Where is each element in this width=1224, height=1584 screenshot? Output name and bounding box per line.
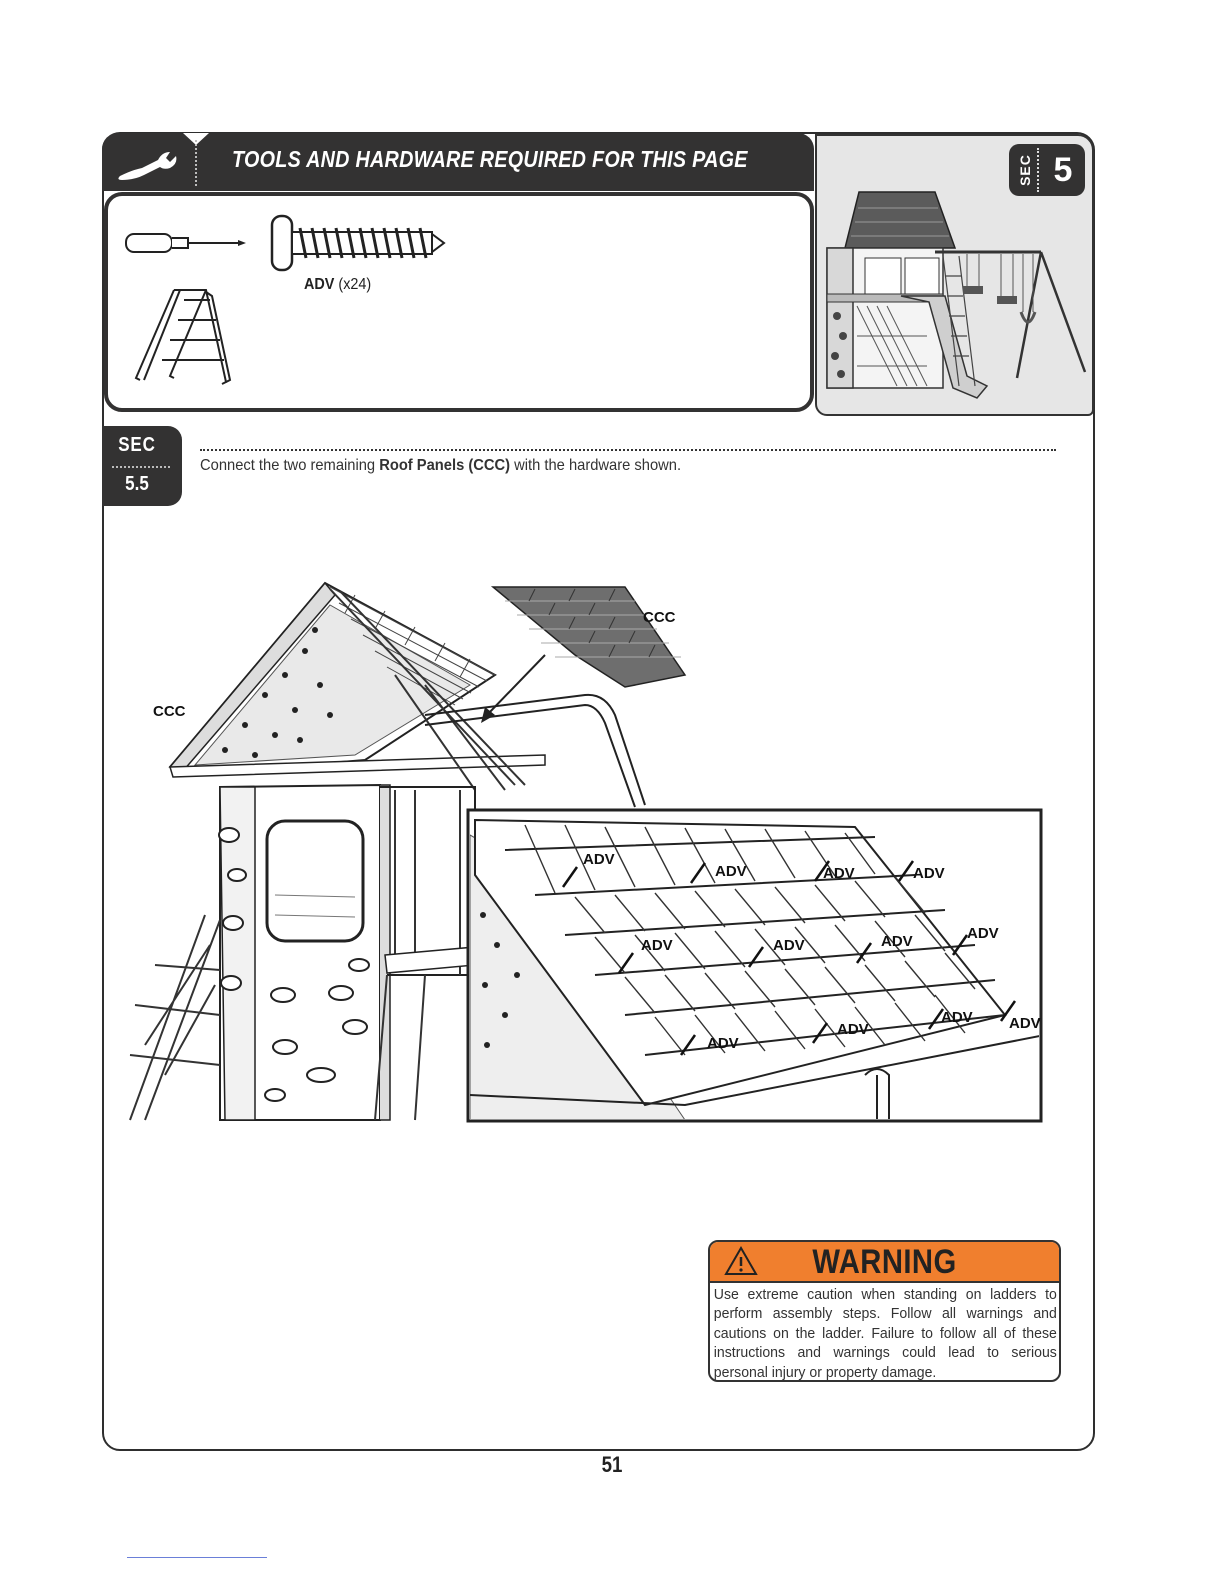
screw-label-11: ADV bbox=[941, 1009, 973, 1026]
footer-link-underline[interactable] bbox=[127, 1557, 267, 1558]
step-tab-label: SEC bbox=[118, 434, 156, 456]
screw-label-12: ADV bbox=[1009, 1015, 1041, 1032]
screwdriver-icon bbox=[126, 234, 246, 252]
section-badge-label: SEC bbox=[1017, 154, 1033, 186]
step-number: 5.5 bbox=[125, 473, 149, 495]
hardware-code: ADV bbox=[304, 276, 335, 293]
screw-icon bbox=[272, 216, 444, 270]
tools-header-divider bbox=[195, 140, 197, 186]
screw-label-6: ADV bbox=[773, 937, 805, 954]
section-badge-number: 5 bbox=[1053, 151, 1073, 189]
hardware-quantity: (x24) bbox=[338, 276, 372, 293]
assembly-illustration bbox=[125, 575, 1055, 1125]
screw-label-3: ADV bbox=[823, 865, 855, 882]
warning-text: Use extreme caution when standing on ladders to perform assembly steps. Follow all warnings and cautions on the ladder. Failure to follow all of these instructions and warnings could lead to serious personal injury or property damage. bbox=[713, 1286, 1057, 1381]
screw-label-9: ADV bbox=[707, 1035, 739, 1052]
page-number: 51 bbox=[601, 1452, 623, 1477]
panel-label-left: CCC bbox=[153, 703, 186, 720]
screw-label-4: ADV bbox=[913, 865, 945, 882]
screw-label-10: ADV bbox=[837, 1021, 869, 1038]
screw-label-1: ADV bbox=[583, 851, 615, 868]
step-tab-divider bbox=[112, 466, 170, 468]
screw-label-7: ADV bbox=[881, 933, 913, 950]
panel-label-right: CCC bbox=[643, 609, 676, 626]
step-tab bbox=[102, 426, 182, 506]
tools-panel bbox=[104, 192, 814, 412]
ladder-icon bbox=[136, 290, 230, 384]
step-instruction: Connect the two remaining Roof Panels (CCC) with the hardware shown. bbox=[200, 457, 682, 474]
section-badge-divider bbox=[1037, 148, 1039, 192]
screw-label-2: ADV bbox=[715, 863, 747, 880]
warning-header bbox=[710, 1242, 1059, 1283]
screw-label-8: ADV bbox=[967, 925, 999, 942]
warning-title: WARNING bbox=[812, 1243, 957, 1281]
instruction-rule bbox=[200, 449, 1056, 451]
wrench-icon bbox=[112, 140, 184, 186]
tools-header-title: TOOLS AND HARDWARE REQUIRED FOR THIS PAGE bbox=[232, 146, 748, 172]
warning-box bbox=[708, 1240, 1061, 1382]
screw-label-5: ADV bbox=[641, 937, 673, 954]
